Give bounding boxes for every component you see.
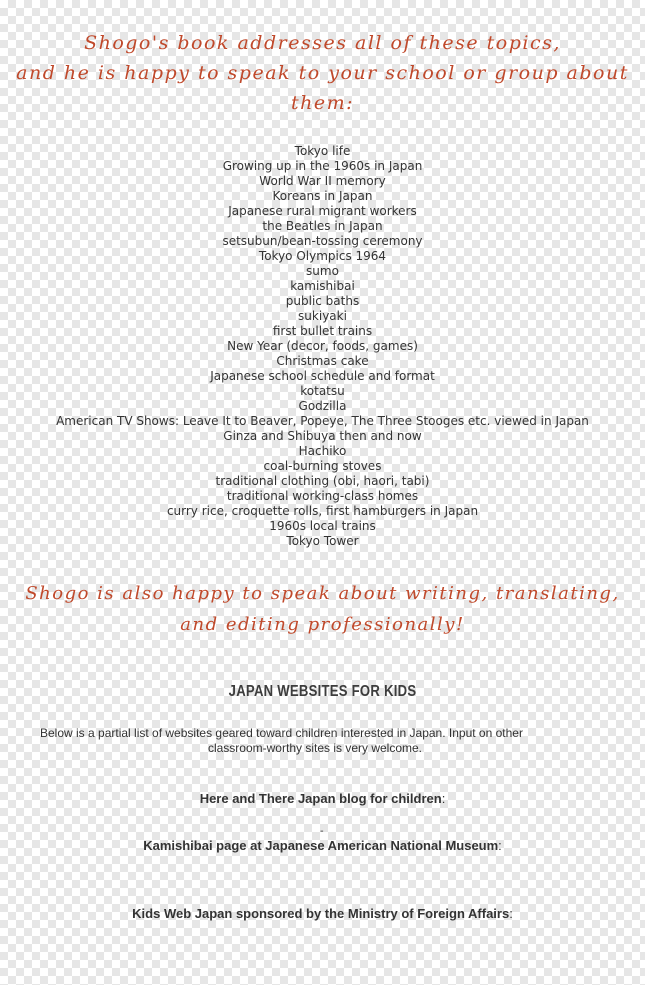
dash-mark: - xyxy=(320,826,324,837)
site-colon: : xyxy=(509,906,513,921)
intro-line: Shogo's book addresses all of these topics, xyxy=(84,32,561,54)
intro-line: and he is happy to speak to your school or group about xyxy=(16,62,629,84)
topic-item: public baths xyxy=(285,294,360,308)
intro-text xyxy=(0,28,645,118)
site-link-kids-web-japan[interactable] xyxy=(0,906,645,921)
site-colon: : xyxy=(441,791,446,806)
topic-item: kamishibai xyxy=(290,279,355,293)
topic-item: New Year (decor, foods, games) xyxy=(227,339,418,353)
websites-intro-line: Below is a partial list of websites geared toward children interested in Japan. Input on other xyxy=(40,726,523,740)
websites-heading: JAPAN WEBSITES FOR KIDS xyxy=(228,683,417,700)
site-label[interactable]: Kids Web Japan sponsored by the Ministry of Foreign Affairs xyxy=(132,906,510,921)
topic-item: Tokyo life xyxy=(294,144,351,158)
also-line: and editing professionally! xyxy=(180,614,465,635)
topic-item: Hachiko xyxy=(298,444,347,458)
topic-item: setsubun/bean-tossing ceremony xyxy=(222,234,423,248)
also-text xyxy=(0,578,645,640)
topic-item: Koreans in Japan xyxy=(272,189,373,203)
site-link-kamishibai[interactable] xyxy=(0,838,645,853)
topic-item: Tokyo Tower xyxy=(286,534,359,548)
topic-item: 1960s local trains xyxy=(269,519,376,533)
topic-item: Ginza and Shibuya then and now xyxy=(223,429,422,443)
also-line: Shogo is also happy to speak about writing, translating, xyxy=(25,583,620,604)
topic-item: sumo xyxy=(306,264,339,278)
topic-item: the Beatles in Japan xyxy=(262,219,383,233)
topic-item: Tokyo Olympics 1964 xyxy=(258,249,387,263)
topic-item: kotatsu xyxy=(300,384,345,398)
topic-item: curry rice, croquette rolls, first hamburgers in Japan xyxy=(166,504,479,518)
topic-item: first bullet trains xyxy=(272,324,373,338)
site-label[interactable]: Here and There Japan blog for children xyxy=(199,791,442,806)
websites-intro-line: classroom-worthy sites is very welcome. xyxy=(207,741,423,755)
topic-item: Godzilla xyxy=(298,399,347,413)
topic-item: Japanese school schedule and format xyxy=(210,369,435,383)
site-link-here-and-there[interactable] xyxy=(0,791,645,806)
websites-intro xyxy=(40,726,600,756)
topic-item: Japanese rural migrant workers xyxy=(228,204,417,218)
topic-item: Growing up in the 1960s in Japan xyxy=(222,159,423,173)
site-label[interactable]: Kamishibai page at Japanese American National Museum xyxy=(143,838,499,853)
topic-item: sukiyaki xyxy=(298,309,347,323)
topic-item: American TV Shows: Leave It to Beaver, Popeye, The Three Stooges etc. viewed in Japan xyxy=(56,414,589,428)
intro-line: them: xyxy=(290,92,355,114)
topic-item: Christmas cake xyxy=(276,354,369,368)
topics-list xyxy=(0,144,645,549)
topic-item: traditional clothing (obi, haori, tabi) xyxy=(215,474,430,488)
topic-item: coal-burning stoves xyxy=(263,459,382,473)
site-colon: : xyxy=(498,838,502,853)
topic-item: World War II memory xyxy=(259,174,386,188)
topic-item: traditional working-class homes xyxy=(226,489,419,503)
